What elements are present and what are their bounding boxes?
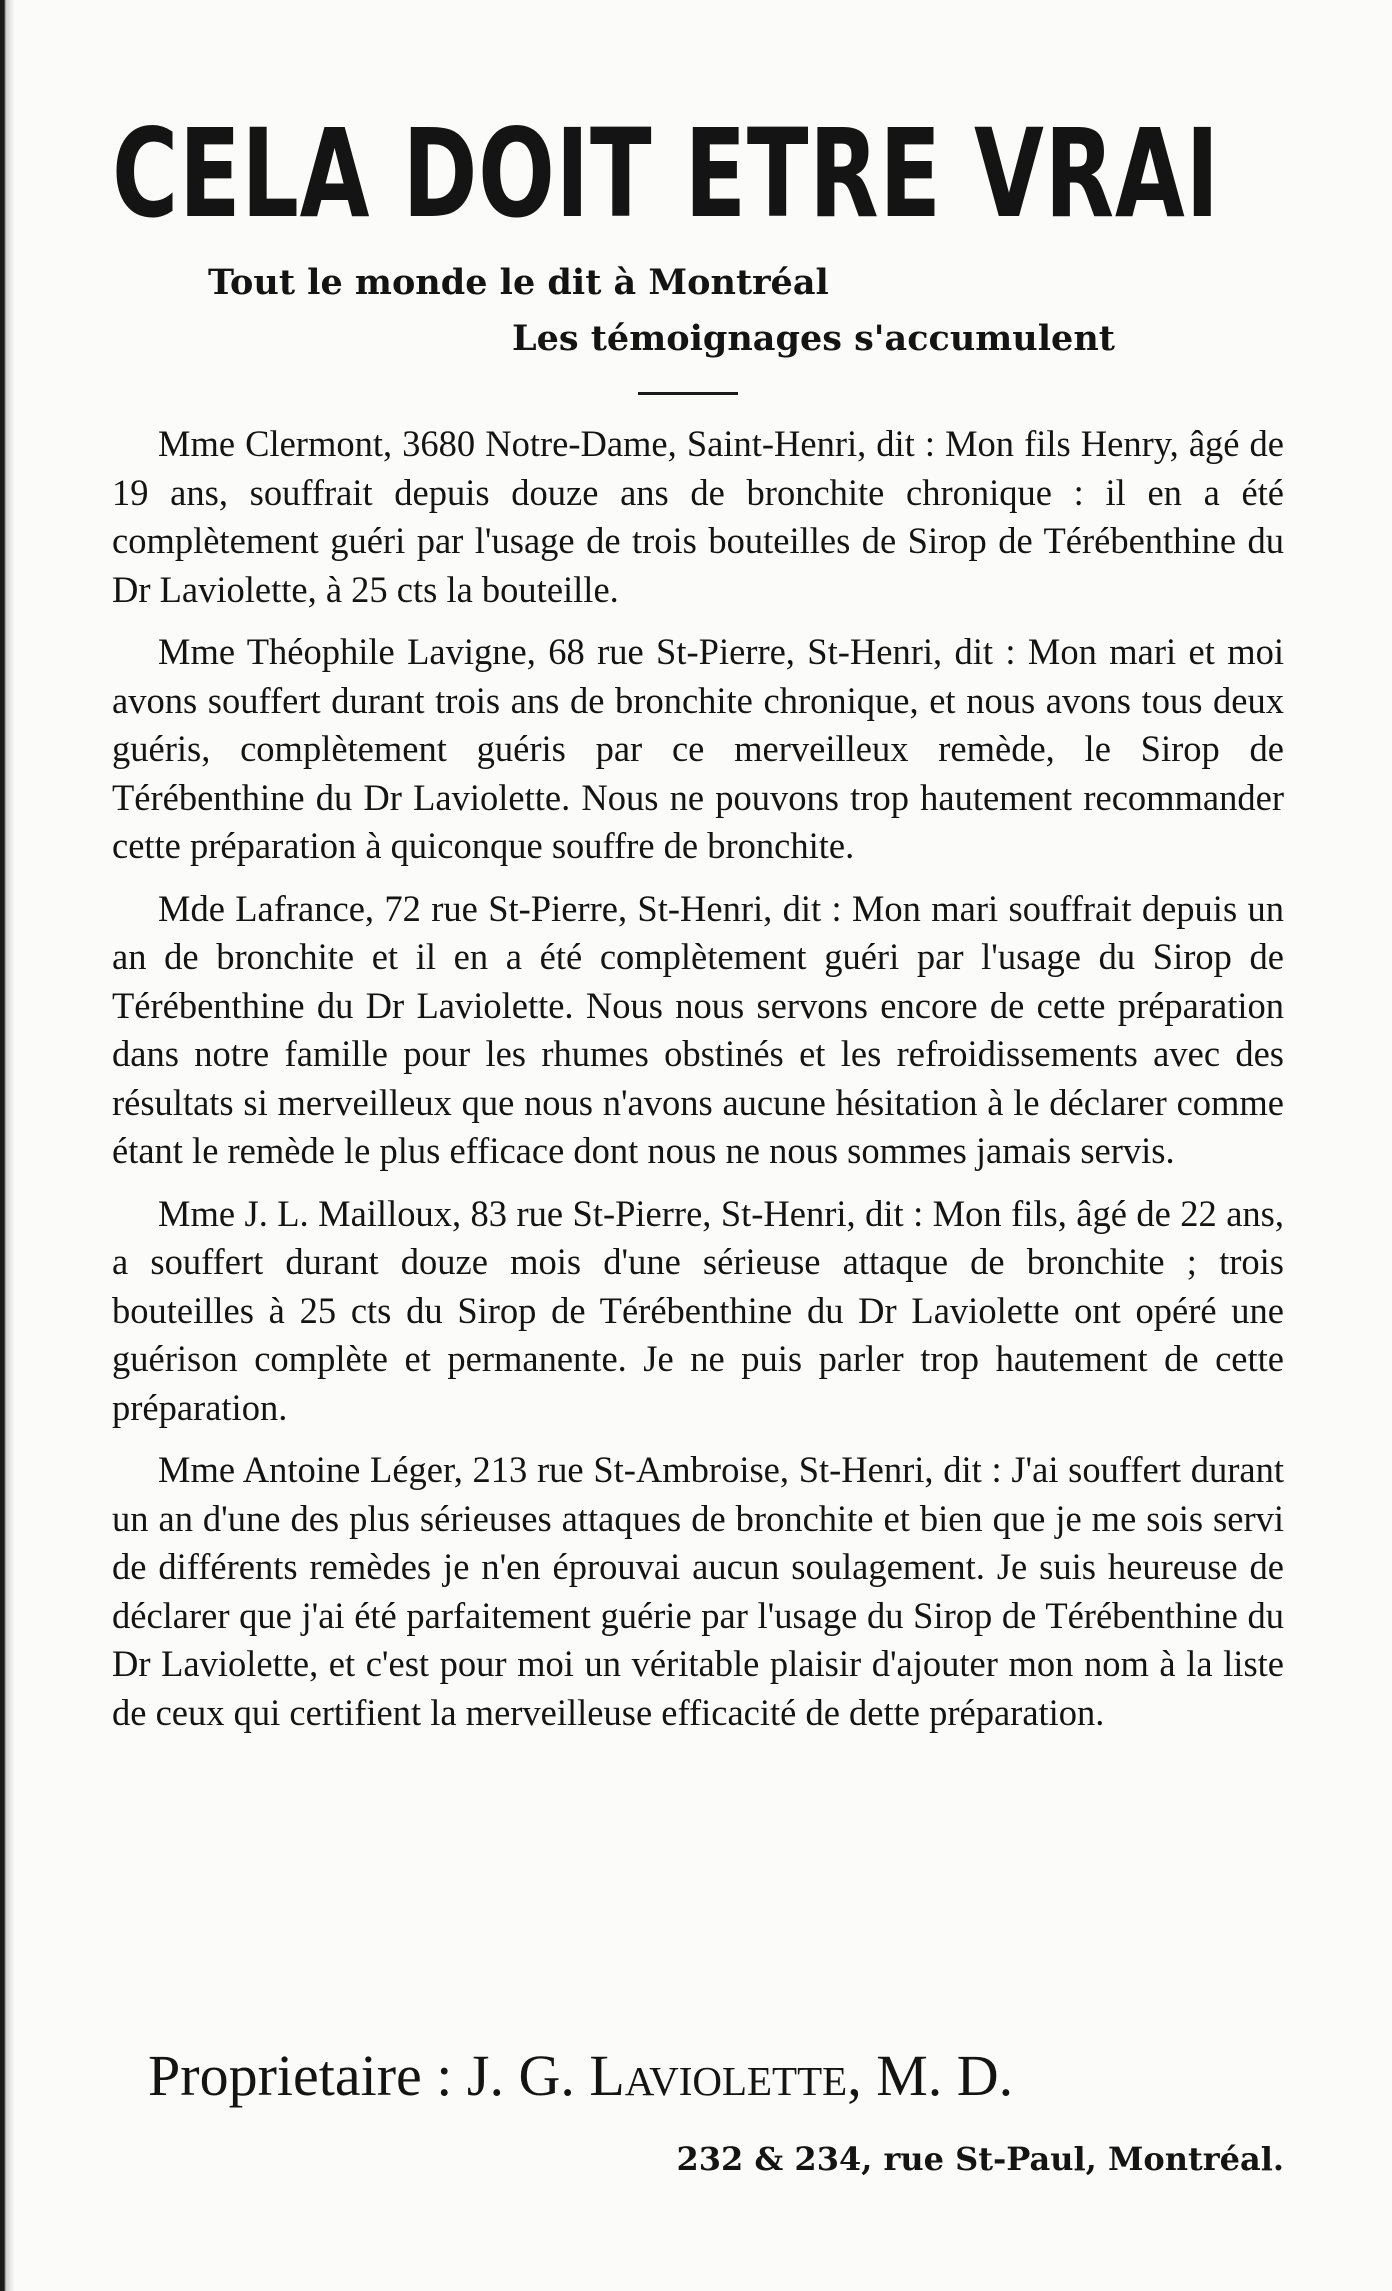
page-edge-rule (0, 0, 14, 2291)
testimonial-mailloux: Mme J. L. Mailloux, 83 rue St-Pierre, St-Henri, dit : Mon fils, âgé de 22 ans, a souffert durant douze mois d'une sérieuse attaque de bronchite ; trois bouteilles à 25 cts du Sirop de Térébenthine du Dr Laviolette ont opéré une guérison complète et permanente. Je ne puis parler trop hautement de cette préparation. (112, 1192, 1284, 1428)
testimonial-leger: Mme Antoine Léger, 213 rue St-Ambroise, St-Henri, dit : J'ai souffert durant un an d'une des plus sérieuses attaques de bronchite et bien que je me sois servi de différents remèdes je n'en éprouvai aucun soulagement. Je suis heureuse de déclarer que j'ai été parfaitement guérie par l'usage du Sirop de Térébenthine du Dr Laviolette, et c'est pour moi un véritable plaisir d'ajouter mon nom à la liste de ceux qui certifient la merveilleuse efficacité de dette préparation. (112, 1449, 1284, 1733)
testimonial-lavigne: Mme Théophile Lavigne, 68 rue St-Pierre, St-Henri, dit : Mon mari et moi avons souffert durant trois ans de bronchite chronique, et nous avons tous deux guéris, complètement guéris par ce merveilleux remède, le Sirop de Térébenthine du Dr Laviolette. Nous ne pouvons trop hautement recommander cette préparation à quiconque souffre de bronchite. (112, 631, 1284, 866)
proprietor-label: Proprietaire : (148, 2043, 453, 2108)
headline: CELA DOIT ETRE VRAI (112, 103, 1220, 245)
testimonials-list (112, 420, 1284, 1751)
testimonial-lafrance: Mde Lafrance, 72 rue St-Pierre, St-Henri, dit : Mon mari souffrait depuis un an de bronchite et il en a été complètement guéri par l'usage du Sirop de Térébenthine du Dr Laviolette. Nous nous servons encore de cette préparation dans notre famille pour les rhumes obstinés et les refroidissements avec des résultats si merveilleux que nous n'avons aucune hésitation à le déclarer comme étant le remède le plus efficace dont nous ne nous sommes jamais servis. (112, 887, 1284, 1171)
separator-rule (638, 392, 738, 395)
proprietor-line (148, 2042, 1013, 2109)
proprietor-address: 232 & 234, rue St-Paul, Montréal. (676, 2140, 1284, 2178)
subtitle-1: Tout le monde le dit à Montréal (208, 262, 829, 303)
subtitle-2: Les témoignages s'accumulent (512, 318, 1115, 359)
proprietor-name: J. G. Laviolette, M. D. (466, 2043, 1014, 2108)
testimonial-clermont: Mme Clermont, 3680 Notre-Dame, Saint-Henri, dit : Mon fils Henry, âgé de 19 ans, souffrait depuis douze ans de bronchite chronique : il en a été complètement guéri par l'usage de trois bouteilles de Sirop de Térébenthine du Dr Laviolette, à 25 cts la bouteille. (112, 423, 1284, 610)
advertisement-page (112, 103, 1284, 2178)
